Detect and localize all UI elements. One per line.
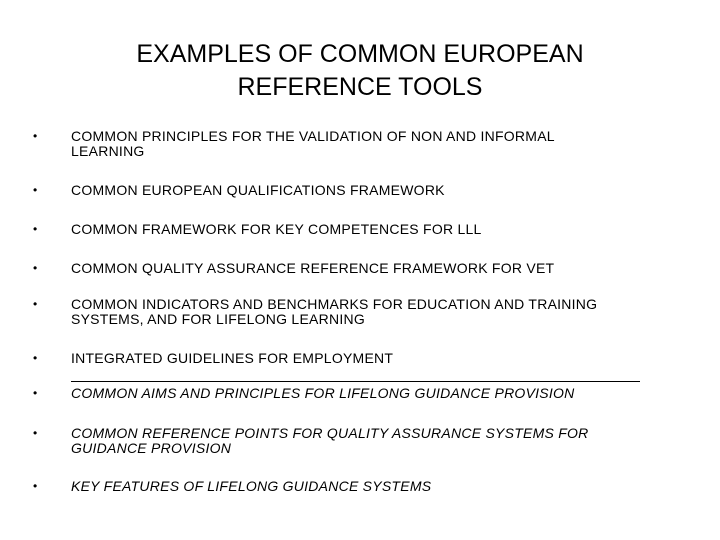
bullet-text: KEY FEATURES OF LIFELONG GUIDANCE SYSTEMS xyxy=(71,478,432,494)
bullet-text: COMMON QUALITY ASSURANCE REFERENCE FRAMEWORK FOR VET xyxy=(71,260,555,276)
bullet-icon: • xyxy=(33,426,38,440)
bullet-text: COMMON FRAMEWORK FOR KEY COMPETENCES FOR LLL xyxy=(71,221,482,237)
bullet-text: COMMON INDICATORS AND BENCHMARKS FOR EDUCATION AND TRAINING SYSTEMS, AND FOR LIFELONG LEARNING xyxy=(71,296,598,327)
slide-title-line-1: EXAMPLES OF COMMON EUROPEAN xyxy=(136,40,584,68)
bullet-text: COMMON PRINCIPLES FOR THE VALIDATION OF NON AND INFORMAL LEARNING xyxy=(71,128,555,159)
bullet-icon: • xyxy=(33,222,38,236)
bullet-icon: • xyxy=(33,261,38,275)
bullet-icon: • xyxy=(33,297,38,311)
slide-title-line-2: REFERENCE TOOLS xyxy=(237,73,483,101)
bullet-icon: • xyxy=(33,129,38,143)
section-divider xyxy=(71,381,640,382)
bullet-icon: • xyxy=(33,183,38,197)
bullet-text: COMMON REFERENCE POINTS FOR QUALITY ASSURANCE SYSTEMS FOR GUIDANCE PROVISION xyxy=(71,425,589,456)
bullet-icon: • xyxy=(33,479,38,493)
bullet-text: COMMON AIMS AND PRINCIPLES FOR LIFELONG GUIDANCE PROVISION xyxy=(71,385,575,401)
bullet-text: INTEGRATED GUIDELINES FOR EMPLOYMENT xyxy=(71,350,394,366)
bullet-icon: • xyxy=(33,351,38,365)
bullet-text: COMMON EUROPEAN QUALIFICATIONS FRAMEWORK xyxy=(71,182,445,198)
bullet-icon: • xyxy=(33,386,38,400)
